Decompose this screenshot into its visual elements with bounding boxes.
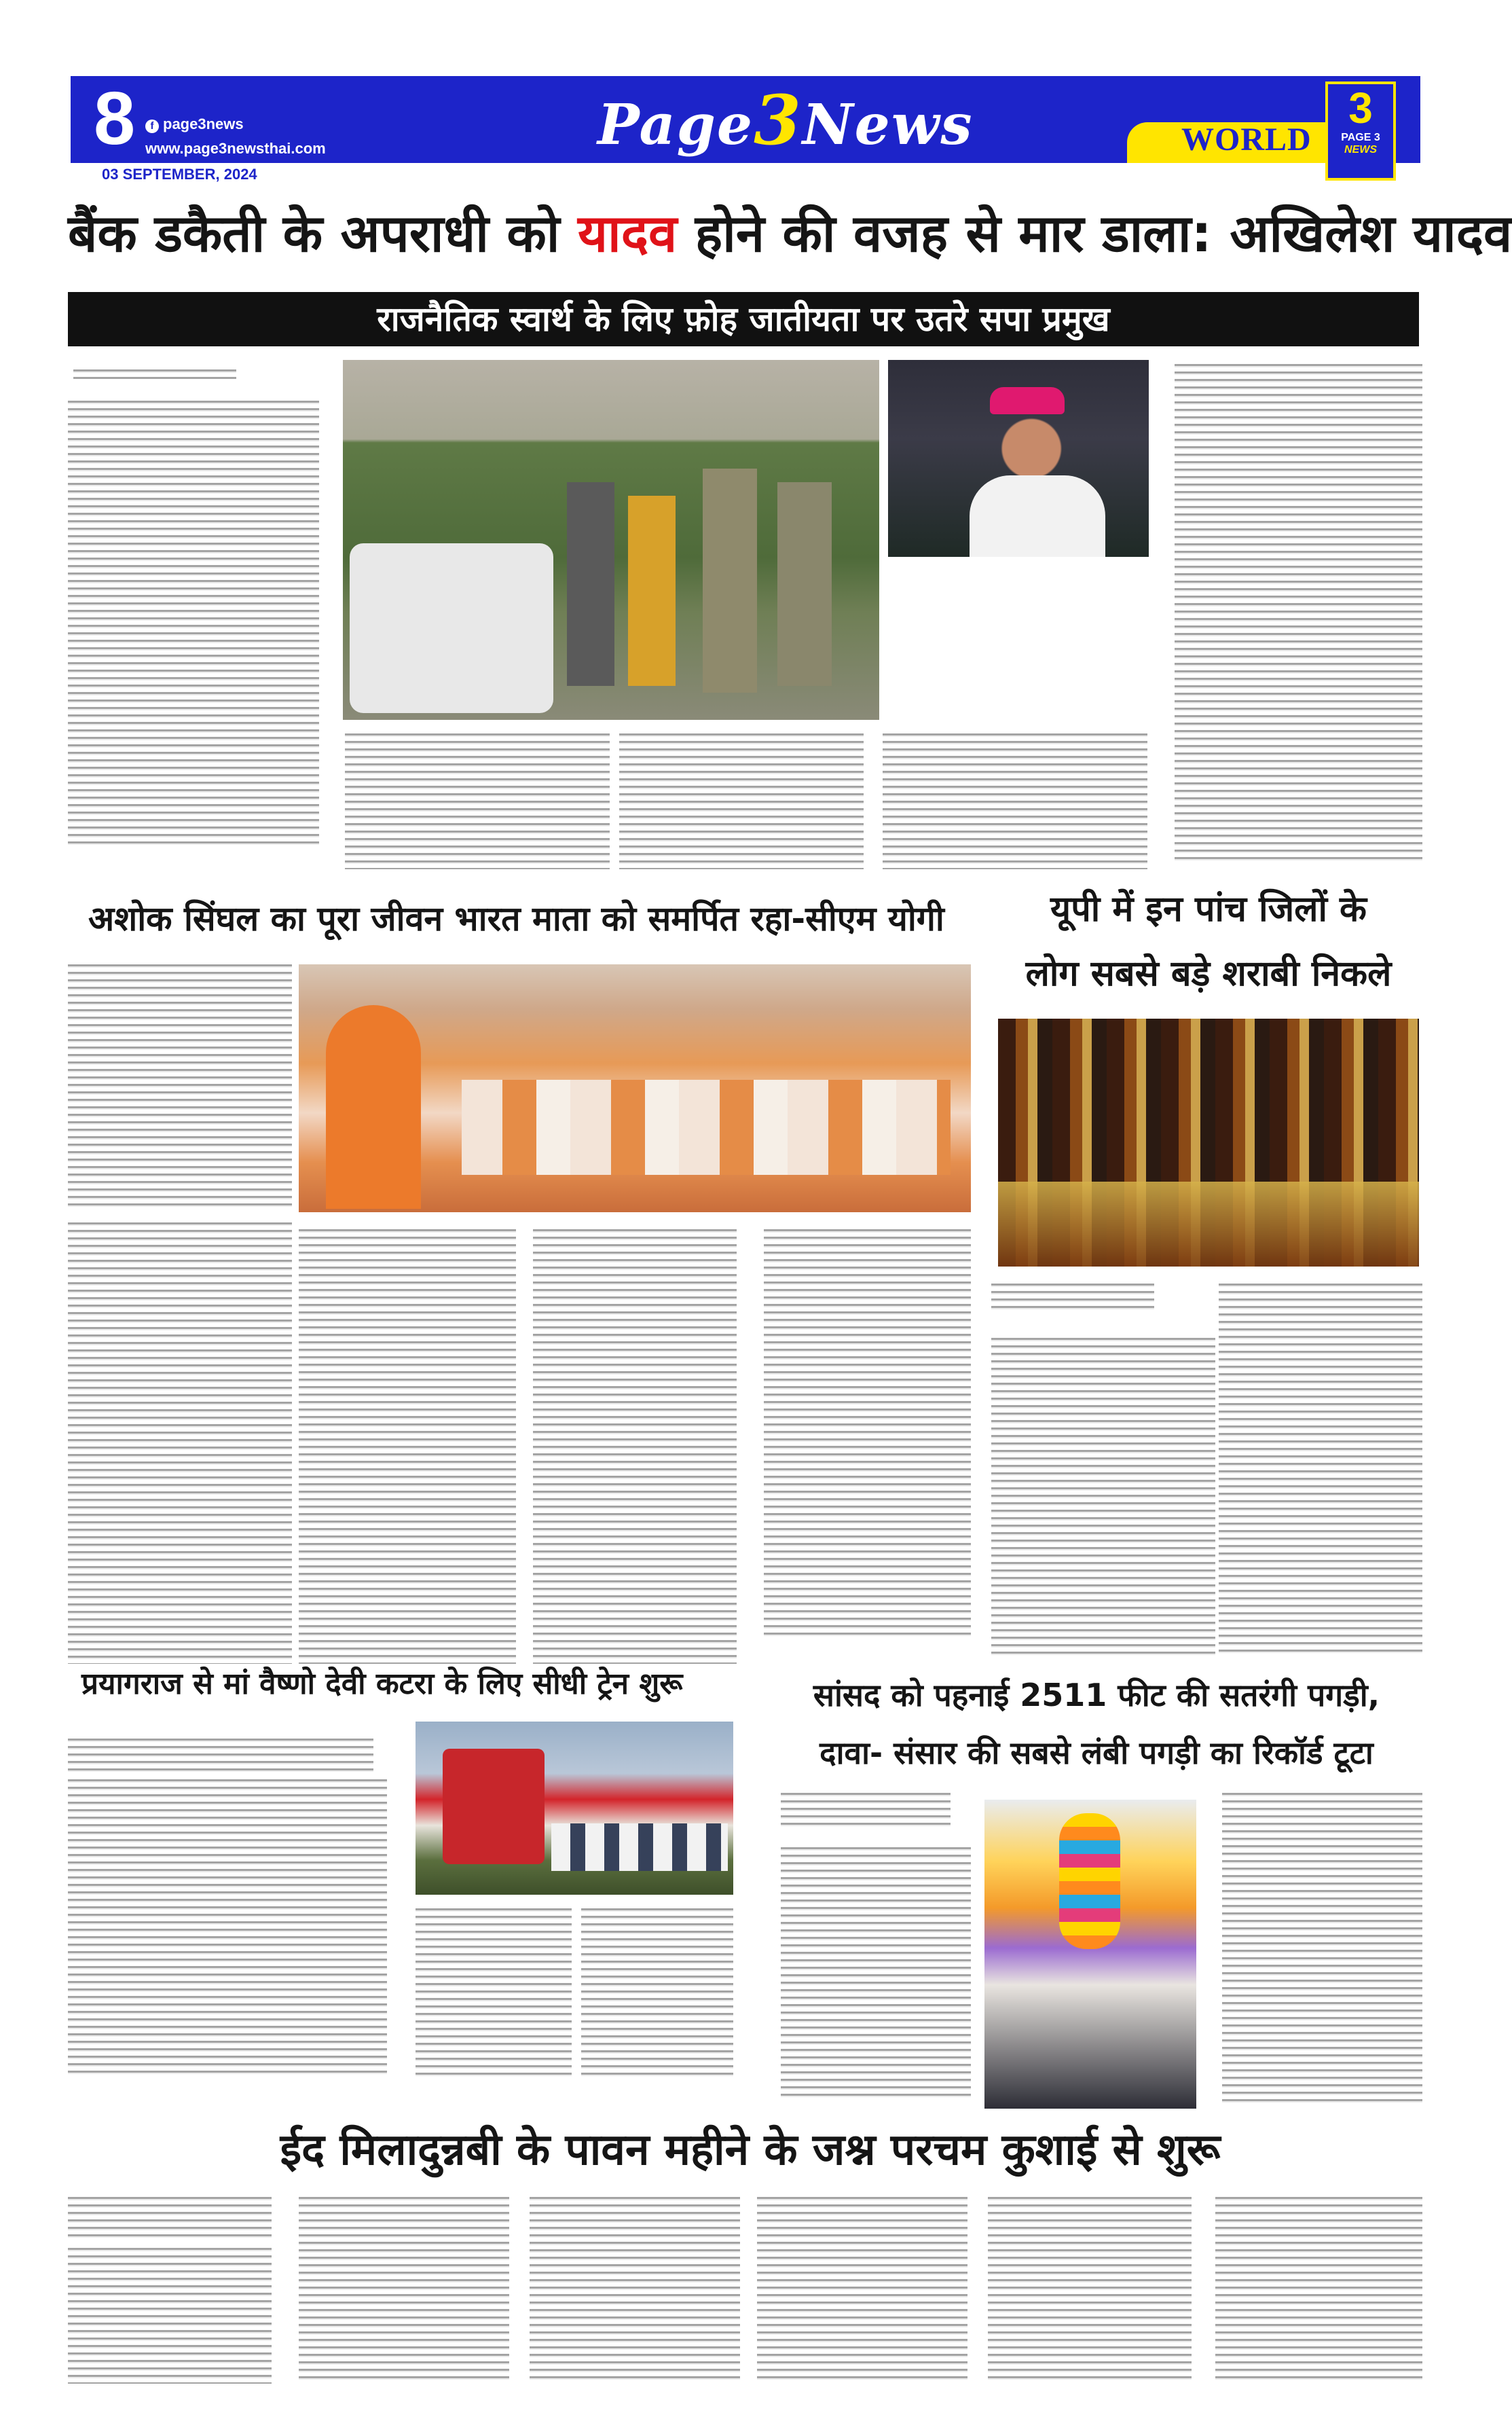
train-body-right-2 — [581, 1908, 733, 2078]
liquor-byline — [991, 1284, 1154, 1311]
speaker-figure — [326, 1005, 421, 1209]
lead-body-column-2 — [345, 733, 610, 869]
turban-headline-line2: दावा- संसार की सबसे लंबी पगड़ी का रिकॉर्ड टूटा — [819, 1734, 1373, 1771]
train-byline — [68, 1739, 373, 1772]
lead-body-column-4 — [883, 733, 1147, 869]
lead-photo-akhilesh — [888, 360, 1149, 557]
yogi-left-top-column — [68, 964, 292, 1209]
yogi-body-column-2 — [533, 1229, 737, 1664]
yogi-photo — [299, 964, 971, 1212]
eid-body-column-1 — [68, 2248, 272, 2384]
eid-body-column-3 — [530, 2197, 740, 2384]
eid-body-column-6 — [1215, 2197, 1422, 2384]
liquor-headline-line1: यूपी में इन पांच जिलों के — [1050, 889, 1367, 930]
train-body-left — [68, 1779, 387, 2078]
lead-headline — [68, 203, 1512, 263]
social-handle — [145, 115, 244, 133]
page-number: 8 — [94, 77, 136, 160]
liquor-body-column-2 — [1219, 1284, 1422, 1657]
eid-body-column-4 — [757, 2197, 967, 2384]
yogi-body-column-3 — [764, 1229, 971, 1637]
eid-body-column-5 — [988, 2197, 1192, 2384]
logo-prefix: Page — [597, 92, 754, 158]
lead-headline-highlight: यादव — [577, 203, 678, 263]
train-body-right-1 — [416, 1908, 572, 2078]
train-headline: प्रयागराज से मां वैष्णो देवी कटरा के लिए सीधी ट्रेन शुरू — [81, 1667, 683, 1701]
lead-byline — [73, 367, 311, 394]
logo-number: 3 — [754, 80, 803, 160]
website-url: www.page3newsthai.com — [145, 140, 326, 157]
turban-photo — [984, 1800, 1196, 2109]
turban-byline — [781, 1793, 951, 1827]
badge-line2: NEWS — [1344, 144, 1377, 156]
turban-headline-line1: सांसद को पहनाई 2511 फीट की सतरंगी पगड़ी, — [813, 1677, 1380, 1713]
eid-body-column-2 — [299, 2197, 509, 2384]
yogi-headline: अशोक सिंघल का पूरा जीवन भारत माता को समर्पित रहा-सीएम योगी — [88, 899, 944, 939]
police-vehicle — [350, 543, 553, 713]
lead-body-column-3 — [619, 733, 864, 869]
facebook-icon: f — [145, 120, 159, 133]
badge-number: 3 — [1348, 84, 1373, 132]
lead-photo-police — [343, 360, 879, 720]
lead-headline-part1: बैंक डकैती के अपराधी को — [68, 203, 578, 263]
page3-badge — [1325, 81, 1396, 181]
newspaper-logo — [597, 80, 974, 160]
section-label: WORLD — [1181, 122, 1312, 158]
lead-headline-part2: होने की वजह से मार डाला: अखिलेश यादव — [677, 203, 1512, 263]
lead-body-column-1 — [68, 401, 319, 849]
badge-line1: PAGE 3 — [1341, 132, 1380, 143]
eid-headline: ईद मिलादुन्नबी के पावन महीने के जश्न परचम कुशाई से शुरू — [280, 2125, 1221, 2175]
turban-body-left — [781, 1847, 971, 2098]
eid-byline — [68, 2197, 272, 2238]
lead-body-right-column — [1175, 364, 1422, 862]
train-photo — [416, 1722, 733, 1895]
liquor-headline-line2: लोग सबसे बड़े शराबी निकले — [1025, 953, 1392, 994]
liquor-photo — [998, 1019, 1419, 1267]
logo-suffix: News — [802, 92, 974, 158]
social-handle-text: page3news — [163, 115, 244, 132]
turban-body-right — [1222, 1793, 1422, 2105]
yogi-left-column — [68, 1222, 292, 1664]
lead-subheadline: राजनैतिक स्वार्थ के लिए फ़ोह जातीयता पर उतरे सपा प्रमुख — [68, 292, 1419, 346]
issue-date: 03 SEPTEMBER, 2024 — [102, 166, 257, 183]
yogi-body-column-1 — [299, 1229, 516, 1664]
liquor-body-column-1 — [991, 1338, 1215, 1657]
